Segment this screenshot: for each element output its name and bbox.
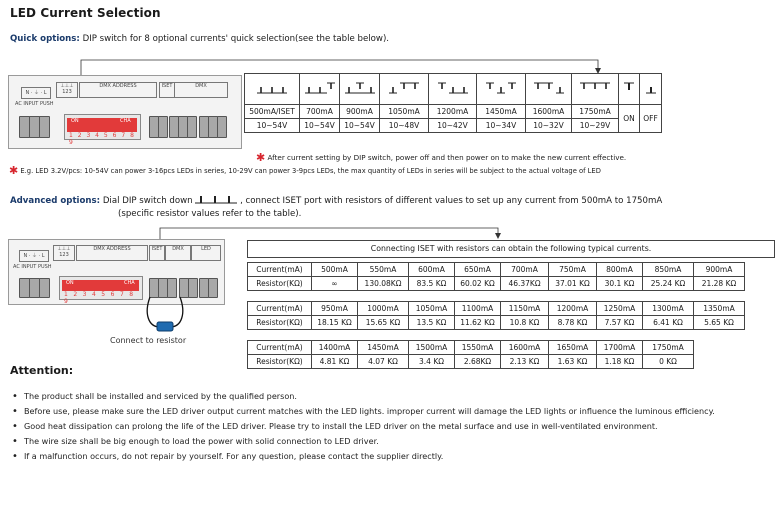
power-symbol-box: N · ⏚ · L: [21, 87, 51, 99]
dmx-label: DMX: [172, 246, 184, 252]
dip-switch-icon: [389, 81, 419, 95]
current-cell: 1050mA: [380, 105, 429, 119]
dip-switch-legend: ⊥⊥⊥ 123: [53, 245, 75, 261]
current-cell: 1450mA: [477, 105, 526, 119]
row-header-current: Current(mA): [248, 263, 312, 277]
dip-on-label: ON: [71, 118, 79, 124]
resistor-cell: 1.18 KΩ: [597, 355, 643, 369]
resistor-cell: 25.24 KΩ: [643, 277, 694, 291]
current-cell: 500mA/ISET: [245, 105, 300, 119]
current-cell: 850mA: [643, 263, 694, 277]
row-header-resistor: Resistor(KΩ): [248, 277, 312, 291]
dip-numbers: 1 2 3 4 5 6 7 8 9: [69, 132, 136, 146]
current-cell: 1150mA: [501, 302, 549, 316]
asterisk-icon: ✱: [256, 151, 266, 164]
off-cell: OFF: [640, 105, 662, 133]
resistor-cell: 5.65 KΩ: [694, 316, 745, 330]
row-header-current: Current(mA): [248, 302, 312, 316]
resistor-cell: 21.28 KΩ: [694, 277, 745, 291]
switch-off-symbol: [640, 74, 662, 105]
connect-resistor-label: Connect to resistor: [110, 336, 187, 345]
current-cell: 500mA: [312, 263, 358, 277]
dip-cha-label: CHA: [120, 118, 131, 124]
current-cell: 950mA: [312, 302, 358, 316]
ac-input-label: AC INPUT PUSH: [13, 264, 52, 270]
note-example: [9, 164, 779, 177]
quick-options-text: DIP switch for 8 optional currents' quick selection(see the table below).: [82, 34, 390, 44]
note-power-cycle-text: After current setting by DIP switch, power off and then power on to make the new current effective.: [267, 153, 627, 162]
dip-pattern-1600: [526, 74, 572, 105]
voltage-cell: 10~32V: [526, 119, 572, 133]
dmx-address-box: [76, 245, 148, 261]
current-cell: 750mA: [549, 263, 597, 277]
dmx-box: [174, 82, 228, 98]
resistor-cell: 0 KΩ: [643, 355, 694, 369]
row-header-current: Current(mA): [248, 341, 312, 355]
current-cell: 1700mA: [597, 341, 643, 355]
dip-switch-icon: [534, 81, 564, 95]
resistor-cell: 46.37KΩ: [501, 277, 549, 291]
resistor-cell: 7.57 KΩ: [597, 316, 643, 330]
current-cell: 1200mA: [549, 302, 597, 316]
current-cell: 1650mA: [549, 341, 597, 355]
current-cell: 1600mA: [526, 105, 572, 119]
note-power-cycle: [256, 151, 626, 164]
dip-on-label: ON: [66, 280, 74, 286]
resistor-table-title: Connecting ISET with resistors can obtain the following typical currents.: [247, 240, 775, 258]
page-title: LED Current Selection: [10, 6, 161, 20]
dmx-address-label: DMX ADDRESS: [99, 83, 137, 89]
iset-label: ISET: [161, 83, 173, 89]
resistor-icon: [140, 295, 190, 335]
output-terminal-block: [149, 116, 234, 138]
current-cell: 600mA: [409, 263, 455, 277]
ac-terminal-block: [19, 278, 49, 298]
attention-list: [10, 389, 772, 464]
current-cell: 900mA: [694, 263, 745, 277]
resistor-cell: 4.07 KΩ: [358, 355, 409, 369]
dip-switch-legend: ⊥⊥⊥ 123: [56, 82, 78, 98]
on-cell: ON: [619, 105, 640, 133]
attention-item: • Good heat dissipation can prolong the life of the LED driver. Please try to install the LED driver on the metal surface and use in well-ventilated environment.: [10, 419, 772, 434]
current-cell: 1200mA: [429, 105, 477, 119]
current-cell: 1400mA: [312, 341, 358, 355]
asterisk-icon: ✱: [9, 164, 19, 177]
led-box: [191, 245, 221, 261]
current-cell: 1100mA: [455, 302, 501, 316]
dip-pattern-1200: [429, 74, 477, 105]
advanced-options-text-2: , connect ISET port with resistors of different values to set up any current from 500mA to 1750mA: [240, 196, 663, 206]
power-symbol-box: N · ⏚ · L: [19, 250, 49, 262]
dip-pattern-900: [340, 74, 380, 105]
current-cell: 550mA: [358, 263, 409, 277]
dip-pattern-700: [300, 74, 340, 105]
current-cell: 800mA: [597, 263, 643, 277]
dip-switch-icon: [257, 81, 287, 95]
iset-box: [149, 245, 165, 261]
current-cell: 650mA: [455, 263, 501, 277]
resistor-cell: 18.15 KΩ: [312, 316, 358, 330]
dip-switch[interactable]: [64, 114, 141, 146]
advanced-options-line: [10, 194, 662, 208]
resistor-cell: 4.81 KΩ: [312, 355, 358, 369]
resistor-cell: 8.78 KΩ: [549, 316, 597, 330]
dip-numbers: 1 2 3 4 5 6 7 8 9: [64, 291, 135, 305]
current-cell: 700mA: [501, 263, 549, 277]
resistor-cell: ∞: [312, 277, 358, 291]
switch-on-symbol: [619, 74, 640, 105]
dmx-box: [165, 245, 191, 261]
resistor-cell: 37.01 KΩ: [549, 277, 597, 291]
voltage-cell: 10~54V: [300, 119, 340, 133]
resistor-cell: 1.63 KΩ: [549, 355, 597, 369]
resistor-table-group-3: [247, 340, 694, 369]
current-cell: 1250mA: [597, 302, 643, 316]
current-cell: 1600mA: [501, 341, 549, 355]
advanced-options-text: Dial DIP switch down: [102, 196, 193, 206]
attention-title: Attention:: [10, 364, 74, 377]
dmx-address-label: DMX ADDRESS: [93, 246, 131, 252]
current-cell: 1300mA: [643, 302, 694, 316]
iset-box: [159, 82, 175, 98]
attention-item: • If a malfunction occurs, do not repair by yourself. For any question, please contact the supplier directly.: [10, 449, 772, 464]
dmx-label: DMX: [195, 83, 207, 89]
dip-pattern-500: [245, 74, 300, 105]
dip-switch-icon: [438, 81, 468, 95]
voltage-cell: 10~48V: [380, 119, 429, 133]
attention-item: • The product shall be installed and serviced by the qualified person.: [10, 389, 772, 404]
dip-switch-icon: [345, 81, 375, 95]
current-cell: 1750mA: [572, 105, 619, 119]
resistor-cell: 11.62 KΩ: [455, 316, 501, 330]
resistor-cell: 30.1 KΩ: [597, 277, 643, 291]
advanced-options-text-3: (specific resistor values refer to the table).: [118, 209, 302, 219]
current-cell: 1750mA: [643, 341, 694, 355]
resistor-cell: 130.08KΩ: [358, 277, 409, 291]
resistor-cell: 2.68KΩ: [455, 355, 501, 369]
resistor-cell: 6.41 KΩ: [643, 316, 694, 330]
resistor-table-group-2: [247, 301, 745, 330]
current-cell: 900mA: [340, 105, 380, 119]
current-cell: 1000mA: [358, 302, 409, 316]
voltage-cell: 10~54V: [245, 119, 300, 133]
attention-item: • Before use, please make sure the LED driver output current matches with the LED lights. improper current will damage the LED lights or influence the luminous efficiency.: [10, 404, 772, 419]
attention-item: • The wire size shall be big enough to load the power with solid connection to LED driver.: [10, 434, 772, 449]
ac-terminal-block: [19, 116, 49, 138]
current-cell: 1350mA: [694, 302, 745, 316]
resistor-cell: 60.02 KΩ: [455, 277, 501, 291]
led-driver-device-2: [8, 239, 225, 305]
quick-options-table: [244, 73, 662, 133]
dip-switch-icon: [486, 81, 516, 95]
dip-cha-label: CHA: [124, 280, 135, 286]
current-cell: 1500mA: [409, 341, 455, 355]
voltage-cell: 10~29V: [572, 119, 619, 133]
resistor-cell: 3.4 KΩ: [409, 355, 455, 369]
led-driver-device: [8, 75, 242, 149]
dip-pattern-1450: [477, 74, 526, 105]
advanced-options-label: Advanced options:: [10, 196, 101, 206]
current-cell: 1550mA: [455, 341, 501, 355]
current-cell: 700mA: [300, 105, 340, 119]
current-cell: 1450mA: [358, 341, 409, 355]
resistor-cell: 83.5 KΩ: [409, 277, 455, 291]
voltage-cell: 10~54V: [340, 119, 380, 133]
advanced-connector-line: [0, 220, 779, 240]
resistor-cell: 13.5 KΩ: [409, 316, 455, 330]
note-example-text: E.g. LED 3.2V/pcs: 10-54V can power 3-16pcs LEDs in series, 10-29V can power 3-9pcs LEDs, the max quantity of LEDs in series will be subject to the actual voltage of LED: [20, 167, 601, 175]
dip-switch[interactable]: [59, 276, 143, 305]
dip-switch-down-icon: [195, 194, 237, 204]
iset-label: ISET: [151, 246, 163, 252]
resistor-table-group-1: [247, 262, 745, 291]
dip-pattern-1750: [572, 74, 619, 105]
dip-pattern-1050: [380, 74, 429, 105]
row-header-resistor: Resistor(KΩ): [248, 316, 312, 330]
led-label: LED: [201, 246, 211, 252]
voltage-cell: 10~42V: [429, 119, 477, 133]
row-header-resistor: Resistor(KΩ): [248, 355, 312, 369]
dmx-address-box: [79, 82, 157, 98]
resistor-cell: 15.65 KΩ: [358, 316, 409, 330]
resistor-cell: 2.13 KΩ: [501, 355, 549, 369]
voltage-cell: 10~34V: [477, 119, 526, 133]
quick-options-label: Quick options:: [10, 34, 80, 44]
resistor-cell: 10.8 KΩ: [501, 316, 549, 330]
current-cell: 1050mA: [409, 302, 455, 316]
ac-input-label: AC INPUT PUSH: [15, 101, 54, 107]
dip-switch-icon: [580, 81, 610, 95]
dip-switch-icon: [305, 81, 335, 95]
